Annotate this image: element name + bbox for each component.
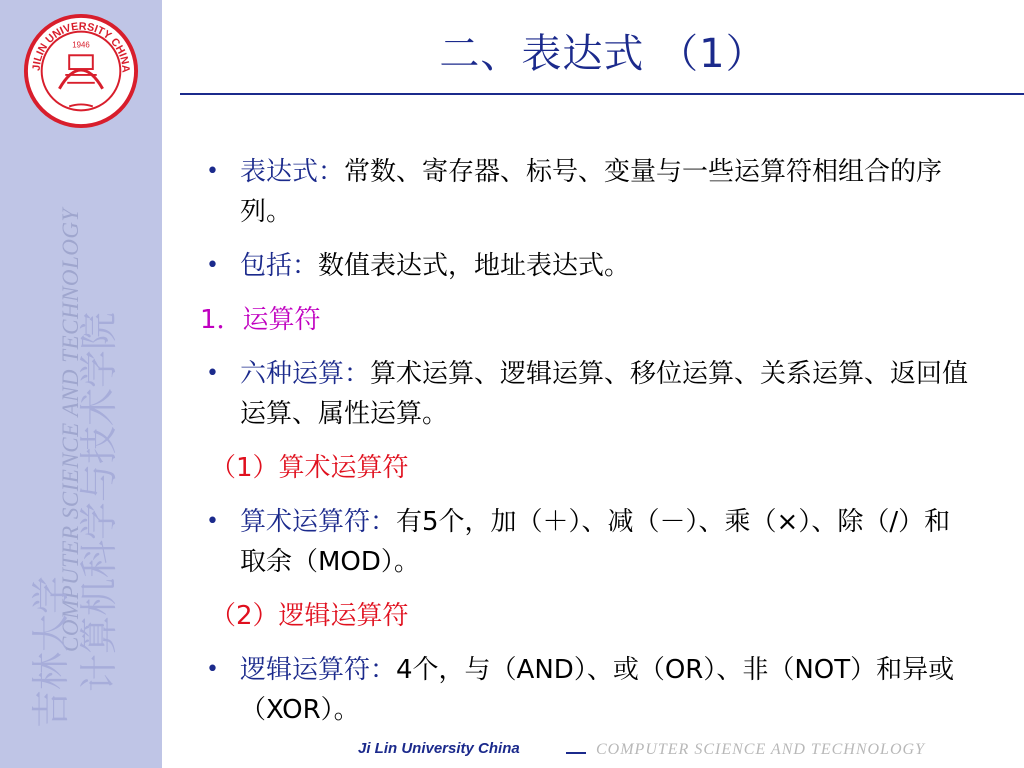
list-item [200,152,970,232]
section-heading [200,300,970,340]
vertical-cn-line-1: 吉林大学 [29,575,73,728]
page-title: 二、表达式 （1） [439,31,767,77]
footer-college-name: COMPUTER SCIENCE AND TECHNOLOGY [596,741,925,758]
slide-content [200,152,970,744]
item-text: 常数、寄存器、标号、变量与一些运算符相组合的序列。 [240,157,943,227]
bullet-dot-icon: • [206,159,219,184]
seal-ring-text: JILIN UNIVERSITY CHINA [30,20,132,74]
item-label: 包括： [240,251,319,281]
list-item [200,502,970,582]
bullet-dot-icon: • [206,657,219,682]
sub-heading [200,448,970,488]
footer-university-name: Ji Lin University China [358,740,520,757]
item-label: 1．运算符 [200,305,321,335]
footer-divider [566,752,586,754]
item-label: 算术运算符： [240,507,397,537]
vertical-college-name-en: COMPUTER SCIENCE AND TECHNOLOGY [58,208,83,652]
list-item [200,246,970,286]
sidebar [0,0,162,768]
item-text: 有5个，加（＋）、减（－）、乘（×）、除（/）和取余（MOD）。 [240,507,951,577]
bullet-dot-icon: • [206,509,219,534]
list-item [200,354,970,434]
sub-heading [200,596,970,636]
bullet-dot-icon: • [206,361,219,386]
vertical-cn-line-2: 计算机科学与技术学院 [77,311,121,692]
item-label: 表达式： [240,157,345,187]
vertical-college-name-cn [27,312,123,728]
jilin-university-seal-icon [22,12,140,130]
item-text: 算术运算、逻辑运算、移位运算、关系运算、返回值运算、属性运算。 [240,359,969,429]
item-text: 数值表达式，地址表达式。 [318,251,631,281]
list-item [200,650,970,730]
item-label: （1）算术运算符 [210,453,409,483]
title-divider [180,93,1024,95]
item-label: 逻辑运算符： [240,655,397,685]
bullet-dot-icon: • [206,253,219,278]
item-text: 4个，与（AND）、或（OR）、非（NOT）和异或（XOR）。 [240,655,955,725]
item-label: 六种运算： [240,359,371,389]
seal-year: 1946 [72,40,90,50]
item-label: （2）逻辑运算符 [210,601,409,631]
